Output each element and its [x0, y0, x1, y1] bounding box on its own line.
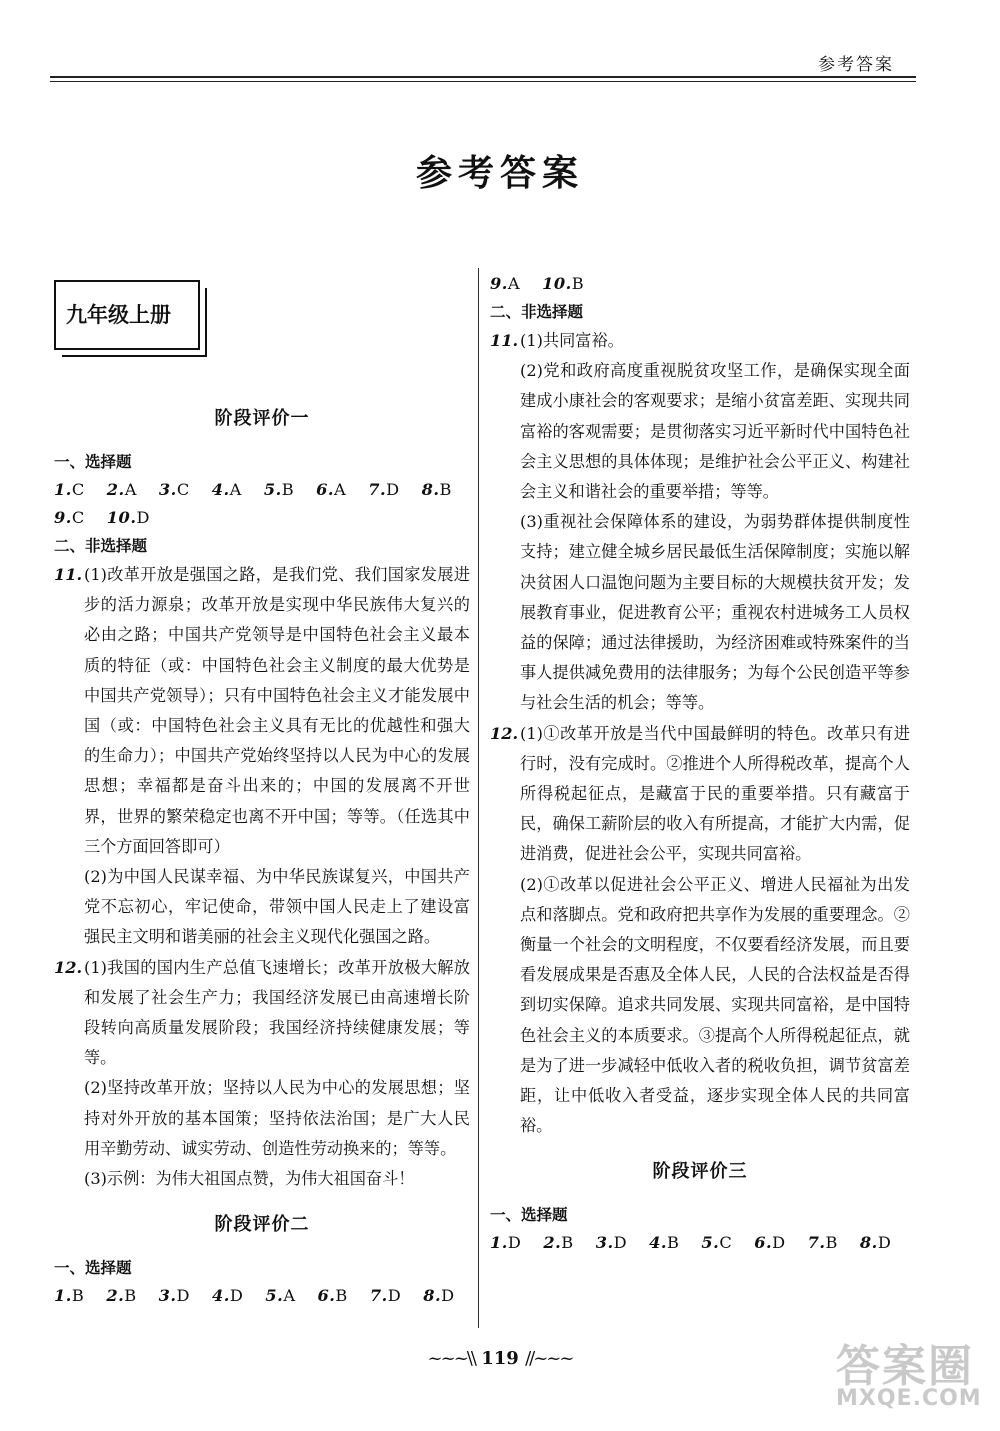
choice-letter: C	[176, 480, 190, 499]
choice-number: 10.	[542, 274, 572, 293]
choice-letter: B	[561, 1233, 574, 1253]
watermark-url: MXQE.COM	[836, 1386, 982, 1411]
choice-number: 3.	[158, 480, 177, 499]
choice-letter: D	[507, 1233, 522, 1253]
choice-number: 9.	[490, 274, 508, 293]
answer-choice	[159, 1286, 190, 1305]
choice-letter: D	[441, 1286, 455, 1306]
answer-choice	[701, 1233, 732, 1252]
choice-number: 5.	[701, 1233, 720, 1253]
choice-letter: B	[571, 274, 585, 293]
answer-choice	[54, 508, 85, 527]
answer-choice	[649, 1233, 679, 1252]
page-title: 参考答案	[415, 153, 584, 194]
choice-letter: B	[124, 1286, 137, 1306]
answer-choice	[422, 480, 452, 499]
answer-paragraph: (3)重视社会保障体系的建设，为弱势群体提供制度性支持；建立健全城乡居民最低生活保障制度；实施以解决贫困人口温饱问题为主要目标的大规模扶贫开发；发展教育事业，促进教育公平；重视农村进城务工人员权益的保障；通过法律援助，为经济困难或特殊案件的当事人提供减免费用的法律服务；为每个公民创造平等参与社会生活的机会；等等。	[520, 512, 910, 713]
stage2-title: 阶段评价二	[214, 1214, 310, 1236]
answer-choice	[159, 480, 190, 499]
answer-paragraph: (3)示例：为伟大祖国点赞，为伟大祖国奋斗！	[84, 1169, 415, 1189]
stage3-mc-heading: 一、选择题	[490, 1206, 568, 1225]
choice-letter: C	[719, 1233, 733, 1253]
question-number: 12.	[54, 957, 83, 977]
answer-paragraph: (2)坚持改革开放；坚持以人民为中心的发展思想；坚持对外开放的基本国策；坚持依法治国；是广大人民用辛勤劳动、诚实劳动、创造性劳动换来的；等等。	[84, 1078, 470, 1158]
choice-number: 2.	[106, 1286, 125, 1306]
answer-paragraph: (2)党和政府高度重视脱贫攻坚工作，是确保实现全面建成小康社会的客观要求；是缩小贫富差距、实现共同富裕的客观需要；是贯彻落实习近平新时代中国特色社会主义思想的具体体现；是维护社会公平正义、构建社会主义和谐社会的重要举措；等等。	[520, 361, 910, 502]
choice-letter: D	[613, 1233, 628, 1253]
answer-choice	[596, 1233, 627, 1252]
choice-letter: A	[334, 480, 347, 499]
choice-letter: A	[283, 1286, 296, 1306]
stage2-mc-row2	[490, 270, 910, 298]
answer-choice	[316, 480, 346, 499]
choice-number: 7.	[369, 1286, 388, 1306]
stage1-nmc-heading: 二、非选择题	[54, 537, 148, 555]
answer-choice	[490, 274, 520, 293]
choice-number: 2.	[543, 1233, 562, 1253]
left-column	[54, 270, 470, 1310]
answer-paragraph: (2)为中国人民谋幸福、为中华民族谋复兴，中国共产党不忘初心，牢记使命，带领中国人民走上了建设富强民主文明和谐美丽的社会主义现代化强国之路。	[84, 867, 470, 947]
watermark	[790, 1330, 990, 1425]
answer-choice	[318, 1286, 348, 1305]
choice-letter: D	[136, 508, 150, 527]
answer-choice	[54, 480, 85, 499]
answer-choice	[490, 1233, 521, 1252]
choice-number: 1.	[54, 1286, 72, 1306]
header-rule-thin	[50, 81, 916, 82]
column-divider	[478, 268, 479, 1328]
stage1-mc-row1	[54, 476, 470, 504]
stage1-q11	[54, 560, 470, 953]
stage3-mc-row1	[490, 1229, 910, 1257]
answer-choice	[106, 1286, 136, 1305]
question-number: 11.	[490, 331, 519, 350]
choice-letter: D	[386, 480, 400, 499]
choice-number: 4.	[649, 1233, 667, 1253]
answer-paragraph: (1)我国的国内生产总值飞速增长；改革开放极大解放和发展了社会生产力；我国经济发展已由高速增长阶段转向高质量发展阶段；我国经济持续健康发展；等等。	[84, 957, 470, 1068]
choice-letter: D	[229, 1286, 244, 1306]
answer-paragraph: (1)①改革开放是当代中国最鲜明的特色。改革只有进行时，没有完成时。②推进个人所得税改革，提高个人所得税起征点，是藏富于民的重要举措。只有藏富于民，确保工薪阶层的收入有所提高，才能扩大内需，促进消费，促进社会公平，实现共同富裕。	[520, 723, 910, 864]
footer-ornament-left: ~~~\\	[427, 1348, 475, 1369]
stage1-mc-row2	[54, 504, 470, 532]
stage3-title: 阶段评价三	[652, 1161, 748, 1183]
answer-choice	[370, 1286, 401, 1305]
choice-number: 8.	[421, 480, 440, 499]
stage1-title: 阶段评价一	[214, 408, 310, 429]
answer-choice	[543, 1233, 573, 1252]
watermark-logo: 答案圈	[836, 1341, 974, 1392]
choice-letter: B	[825, 1233, 838, 1253]
choice-letter: D	[877, 1233, 892, 1253]
answer-choice	[368, 480, 399, 499]
footer-ornament-right: //~~~	[525, 1348, 573, 1369]
grade-label-box	[54, 280, 200, 350]
choice-number: 8.	[423, 1286, 442, 1306]
answer-choice	[754, 1233, 785, 1252]
stage2-mc-heading: 一、选择题	[54, 1259, 132, 1278]
choice-letter: B	[439, 480, 452, 499]
stage2-nmc-heading: 二、非选择题	[490, 303, 584, 321]
stage2-mc-row1	[54, 1282, 470, 1310]
answer-choice	[107, 480, 137, 499]
answer-choice	[808, 1233, 838, 1252]
choice-number: 1.	[490, 1233, 508, 1253]
stage1-q12	[54, 953, 470, 1195]
choice-number: 10.	[106, 508, 137, 527]
choice-number: 6.	[754, 1233, 773, 1253]
choice-letter: B	[335, 1286, 348, 1306]
choice-letter: A	[507, 274, 521, 293]
choice-letter: B	[667, 1233, 680, 1253]
choice-number: 3.	[158, 1286, 177, 1306]
choice-letter: D	[387, 1286, 402, 1306]
answer-choice	[107, 508, 150, 527]
choice-letter: B	[281, 480, 295, 499]
choice-number: 4.	[212, 1286, 230, 1306]
answer-choice	[212, 1286, 243, 1305]
answer-paragraph: (1)共同富裕。	[520, 331, 624, 350]
choice-number: 3.	[595, 1233, 614, 1253]
stage2-q11	[490, 326, 910, 719]
choice-letter: B	[71, 1286, 85, 1306]
choice-letter: C	[71, 508, 85, 527]
question-number: 12.	[490, 723, 519, 743]
header-rule	[50, 76, 916, 78]
answer-choice	[54, 1286, 84, 1305]
choice-number: 9.	[54, 508, 72, 527]
choice-number: 2.	[106, 480, 125, 499]
stage2-q12	[490, 719, 910, 1142]
answer-choice	[542, 274, 584, 293]
stage1-mc-heading: 一、选择题	[54, 453, 132, 471]
answer-choice	[212, 480, 242, 499]
choice-letter: C	[71, 480, 85, 499]
answer-choice	[423, 1286, 454, 1305]
question-number: 11.	[54, 565, 83, 584]
answer-choice	[264, 480, 294, 499]
page-number: 119	[481, 1348, 519, 1369]
choice-number: 7.	[807, 1233, 826, 1253]
choice-number: 8.	[859, 1233, 878, 1253]
grade-label: 九年级上册	[66, 303, 171, 327]
choice-number: 6.	[316, 480, 335, 499]
choice-number: 5.	[263, 480, 282, 499]
answer-choice	[265, 1286, 295, 1305]
answer-paragraph: (2)①改革以促进社会公平正义、增进人民福祉为出发点和落脚点。党和政府把共享作为发展的重要理念。②衡量一个社会的文明程度，不仅要看经济发展，而且要看发展成果是否惠及全体人民，人民的合法权益是否得到切实保障。追求共同发展、实现共同富裕，是中国特色社会主义的本质要求。③提高个人所得税起征点，就是为了进一步减轻中低收入者的税收负担，调节贫富差距，让中低收入者受益，逐步实现全体人民的共同富裕。	[520, 874, 910, 1136]
right-column	[490, 270, 910, 1257]
choice-number: 1.	[54, 480, 72, 499]
choice-number: 6.	[317, 1286, 336, 1306]
choice-number: 4.	[211, 480, 230, 499]
choice-number: 7.	[368, 480, 387, 499]
running-header: 参考答案	[818, 55, 894, 75]
answer-paragraph: (1)改革开放是强国之路，是我们党、我们国家发展进步的活力源泉；改革开放是实现中华民族伟大复兴的必由之路；中国共产党领导是中国特色社会主义最本质的特征（或：中国特色社会主义制度的最大优势是中国共产党领导）；只有中国特色社会主义才能发展中国（或：中国特色社会主义具有无比的优越性和强大的生命力）；中国共产党始终坚持以人民为中心的发展思想；幸福都是奋斗出来的；中国的发展离不开世界，世界的繁荣稳定也离不开中国；等等。（任选其中三个方面回答即可）	[84, 565, 470, 856]
choice-letter: A	[229, 480, 242, 499]
choice-letter: A	[124, 480, 137, 499]
choice-letter: D	[772, 1233, 786, 1253]
answer-choice	[860, 1233, 891, 1252]
choice-letter: D	[176, 1286, 191, 1306]
choice-number: 5.	[265, 1286, 284, 1306]
